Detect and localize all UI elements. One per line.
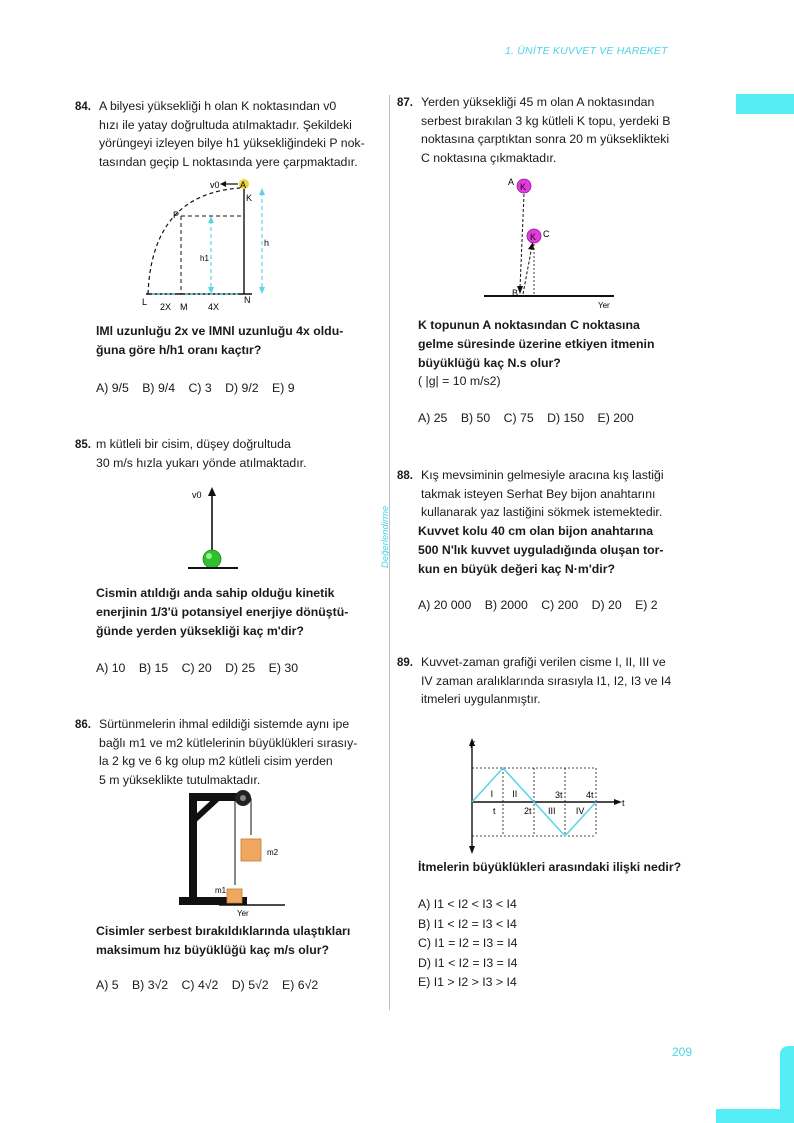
q84-question — [96, 322, 386, 360]
q85-question-line: Cismin atıldığı anda sahip olduğu kinetik — [96, 586, 335, 600]
answer-option[interactable]: A) 5 — [96, 978, 119, 992]
q84-text — [99, 97, 389, 171]
answer-option[interactable]: E) 30 — [268, 661, 299, 675]
q87-question-line: K topunun A noktasından C noktasına — [418, 318, 640, 332]
answer-option[interactable]: D) I1 < I2 = I3 = I4 — [418, 955, 518, 970]
answer-option[interactable]: C) 75 — [503, 411, 534, 425]
q85-line: m kütleli bir cisim, düşey doğrultuda — [96, 437, 291, 451]
y-axis-label: F — [470, 740, 476, 750]
answer-option[interactable]: C) I1 = I2 = I3 = I4 — [418, 936, 518, 950]
answer-option[interactable]: D) 20 — [591, 598, 622, 612]
label-A: A — [508, 177, 515, 187]
q86-question — [96, 922, 386, 960]
q86-line: Sürtünmelerin ihmal edildiği sistemde aynı ipe — [99, 717, 350, 731]
region-label: II — [512, 789, 518, 799]
region-label: IV — [575, 806, 585, 816]
answer-option[interactable]: A) 10 — [96, 661, 126, 675]
label-4X: 4X — [208, 302, 220, 312]
answer-option[interactable]: A) 25 — [418, 411, 448, 425]
q89-answers — [418, 895, 517, 993]
region-label: I — [490, 789, 494, 799]
q85-number: 85. — [75, 439, 91, 451]
q87-text — [421, 93, 721, 167]
label-v0: v0 — [210, 180, 220, 190]
q86-figure — [175, 785, 285, 918]
q89-line: Kuvvet-zaman grafiği verilen cisme I, II, III ve — [421, 655, 666, 669]
q85-answers — [96, 661, 308, 675]
label-K: K — [246, 193, 253, 203]
q86-number: 86. — [75, 719, 91, 731]
q85-question-line: ğünde yerden yüksekliği kaç m'dir? — [96, 624, 304, 638]
q84-question-line: ğuna göre h/h1 oranı kaçtır? — [96, 343, 262, 357]
label-K: K — [520, 182, 527, 192]
q88-line: Kış mevsiminin gelmesiyle aracına kış lastiği — [421, 468, 664, 482]
q84-line: hızı ile yatay doğrultuda atılmaktadır. Şekildeki — [99, 117, 352, 132]
q88-line: takmak isteyen Serhat Bey bijon anahtarını — [421, 486, 656, 501]
q84-figure — [140, 176, 290, 316]
label-h: h — [264, 238, 270, 248]
answer-option[interactable]: E) 2 — [635, 598, 658, 612]
label-N: N — [244, 295, 251, 305]
q87-line: serbest bırakılan 3 kg kütleli K topu, yerdeki B — [421, 113, 671, 128]
q88-question-line: Kuvvet kolu 40 cm olan bijon anahtarına — [418, 524, 654, 538]
q87-question-line: büyüklüğü kaç N.s olur? — [418, 356, 561, 370]
tick-label: 2t — [524, 806, 532, 816]
q88-number: 88. — [397, 470, 413, 482]
q88-question — [418, 522, 718, 579]
q89-question — [418, 858, 718, 877]
answer-option[interactable]: B) I1 < I2 = I3 < I4 — [418, 916, 517, 931]
q87-question — [418, 316, 718, 373]
q86-question-line: maksimum hız büyüklüğü kaç m/s olur? — [96, 943, 330, 957]
q86-line: 5 m yükseklikte tutulmaktadır. — [99, 772, 261, 787]
q89-line: IV zaman aralıklarında sırasıyla I1, I2, I3 ve I4 — [421, 673, 672, 688]
q85-figure — [180, 484, 250, 579]
q85-text — [96, 435, 386, 472]
q86-line: bağlı m1 ve m2 kütlelerinin büyüklükleri sırasıy- — [99, 735, 358, 750]
answer-option[interactable]: E) 6√2 — [282, 978, 319, 992]
label-A: A — [240, 180, 247, 190]
q86-answers — [96, 978, 328, 992]
label-h1: h1 — [200, 254, 209, 263]
answer-option[interactable]: B) 50 — [460, 411, 491, 425]
label-C: C — [543, 229, 550, 239]
q87-question-line: gelme süresinde üzerine etkiyen itmenin — [418, 337, 655, 351]
q87-line: Yerden yüksekliği 45 m olan A noktasından — [421, 95, 655, 109]
label-ground: Yer — [598, 301, 610, 310]
q84-line: yörüngeyi izleyen bilye h1 yüksekliğindeki P nok- — [99, 136, 365, 150]
q84-line: tasından geçip L noktasında yere çarpmaktadır. — [99, 154, 358, 169]
answer-option[interactable]: D) 150 — [547, 411, 585, 425]
q85-line: 30 m/s hızla yukarı yönde atılmaktadır. — [96, 455, 307, 470]
q87-line: C noktasına çıkmaktadır. — [421, 150, 557, 165]
corner-decoration-bottom — [716, 1109, 794, 1123]
q84-number: 84. — [75, 101, 91, 113]
label-M: M — [180, 302, 188, 312]
answer-option[interactable]: B) 15 — [138, 661, 169, 675]
q85-question — [96, 584, 386, 641]
answer-option[interactable]: A) I1 < I2 < I3 < I4 — [418, 897, 517, 911]
q88-text — [421, 466, 721, 522]
q86-text — [99, 715, 389, 789]
q88-line: kullanarak yaz lastiğini sökmek istemektedir. — [421, 505, 663, 519]
label-2X: 2X — [160, 302, 172, 312]
answer-option[interactable]: B) 2000 — [484, 598, 528, 612]
answer-option[interactable]: D) 25 — [225, 661, 256, 675]
x-axis-arrow — [614, 799, 622, 805]
label-m1: m1 — [215, 886, 227, 895]
y-axis-arrow-down — [469, 846, 475, 854]
label-B: B — [512, 288, 519, 298]
q88-question-line: kun en büyük değeri kaç N·m'dir? — [418, 562, 615, 576]
label-v0: v0 — [192, 490, 202, 500]
q89-question-line: İtmelerin büyüklükleri arasındaki ilişki nedir? — [418, 860, 682, 874]
tick-label: 3t — [555, 790, 563, 800]
q87-answers — [418, 411, 644, 425]
q87-number: 87. — [397, 97, 413, 109]
x-axis-label: t — [622, 798, 625, 808]
label-ground: Yer — [237, 909, 249, 918]
q89-number: 89. — [397, 657, 413, 669]
answer-option[interactable]: E) I1 > I2 > I3 > I4 — [418, 975, 517, 989]
q89-text — [421, 653, 721, 709]
q87-figure — [482, 174, 622, 314]
region-label: III — [547, 806, 556, 816]
tick-label: 4t — [586, 790, 594, 800]
answer-option[interactable]: D) 9/2 — [225, 381, 259, 395]
answer-option[interactable]: A) 9/5 — [96, 381, 129, 395]
answer-option[interactable]: E) 200 — [597, 411, 634, 425]
answer-option[interactable]: C) 3 — [188, 381, 212, 395]
answer-option[interactable]: C) 200 — [541, 598, 579, 612]
label-K2: K — [530, 232, 537, 242]
label-L: L — [142, 297, 148, 307]
q87-given: ( |g| = 10 m/s2) — [418, 374, 501, 388]
q84-question-line: lMl uzunluğu 2x ve lMNl uzunluğu 4x oldu- — [96, 324, 344, 338]
answer-option[interactable]: E) 9 — [272, 381, 295, 395]
answer-option[interactable]: D) 5√2 — [231, 978, 269, 992]
q89-line: itmeleri uygulanmıştır. — [421, 692, 541, 706]
q86-line: la 2 kg ve 6 kg olup m2 kütleli cisim yerden — [99, 754, 333, 768]
q88-answers — [418, 598, 668, 612]
answer-option[interactable]: C) 4√2 — [181, 978, 219, 992]
q86-question-line: Cisimler serbest bırakıldıklarında ulaştıkları — [96, 924, 351, 938]
answer-option[interactable]: C) 20 — [181, 661, 212, 675]
answer-option[interactable]: B) 9/4 — [142, 381, 176, 395]
label-m2: m2 — [267, 848, 279, 857]
answer-option[interactable]: B) 3√2 — [131, 978, 169, 992]
q88-question-line: 500 N'lık kuvvet uyguladığında oluşan tor- — [418, 543, 664, 557]
q84-line: A bilyesi yüksekliği h olan K noktasından v0 — [99, 99, 337, 113]
page-number: 209 — [672, 1045, 693, 1059]
q89-chart — [462, 736, 632, 856]
side-label: Değerlendirme — [380, 505, 391, 568]
q85-question-line: enerjinin 1/3'ü potansiyel enerjiye dönüştü- — [96, 605, 349, 619]
q87-line: noktasına çarptıktan sonra 20 m yükseklikteki — [421, 132, 670, 146]
tick-label: t — [493, 806, 496, 816]
unit-header: 1. ÜNİTE KUVVET VE HAREKET — [505, 45, 668, 57]
q84-answers — [96, 381, 305, 395]
label-P: P — [173, 210, 180, 220]
section-tab — [736, 94, 794, 114]
answer-option[interactable]: A) 20 000 — [418, 598, 472, 612]
